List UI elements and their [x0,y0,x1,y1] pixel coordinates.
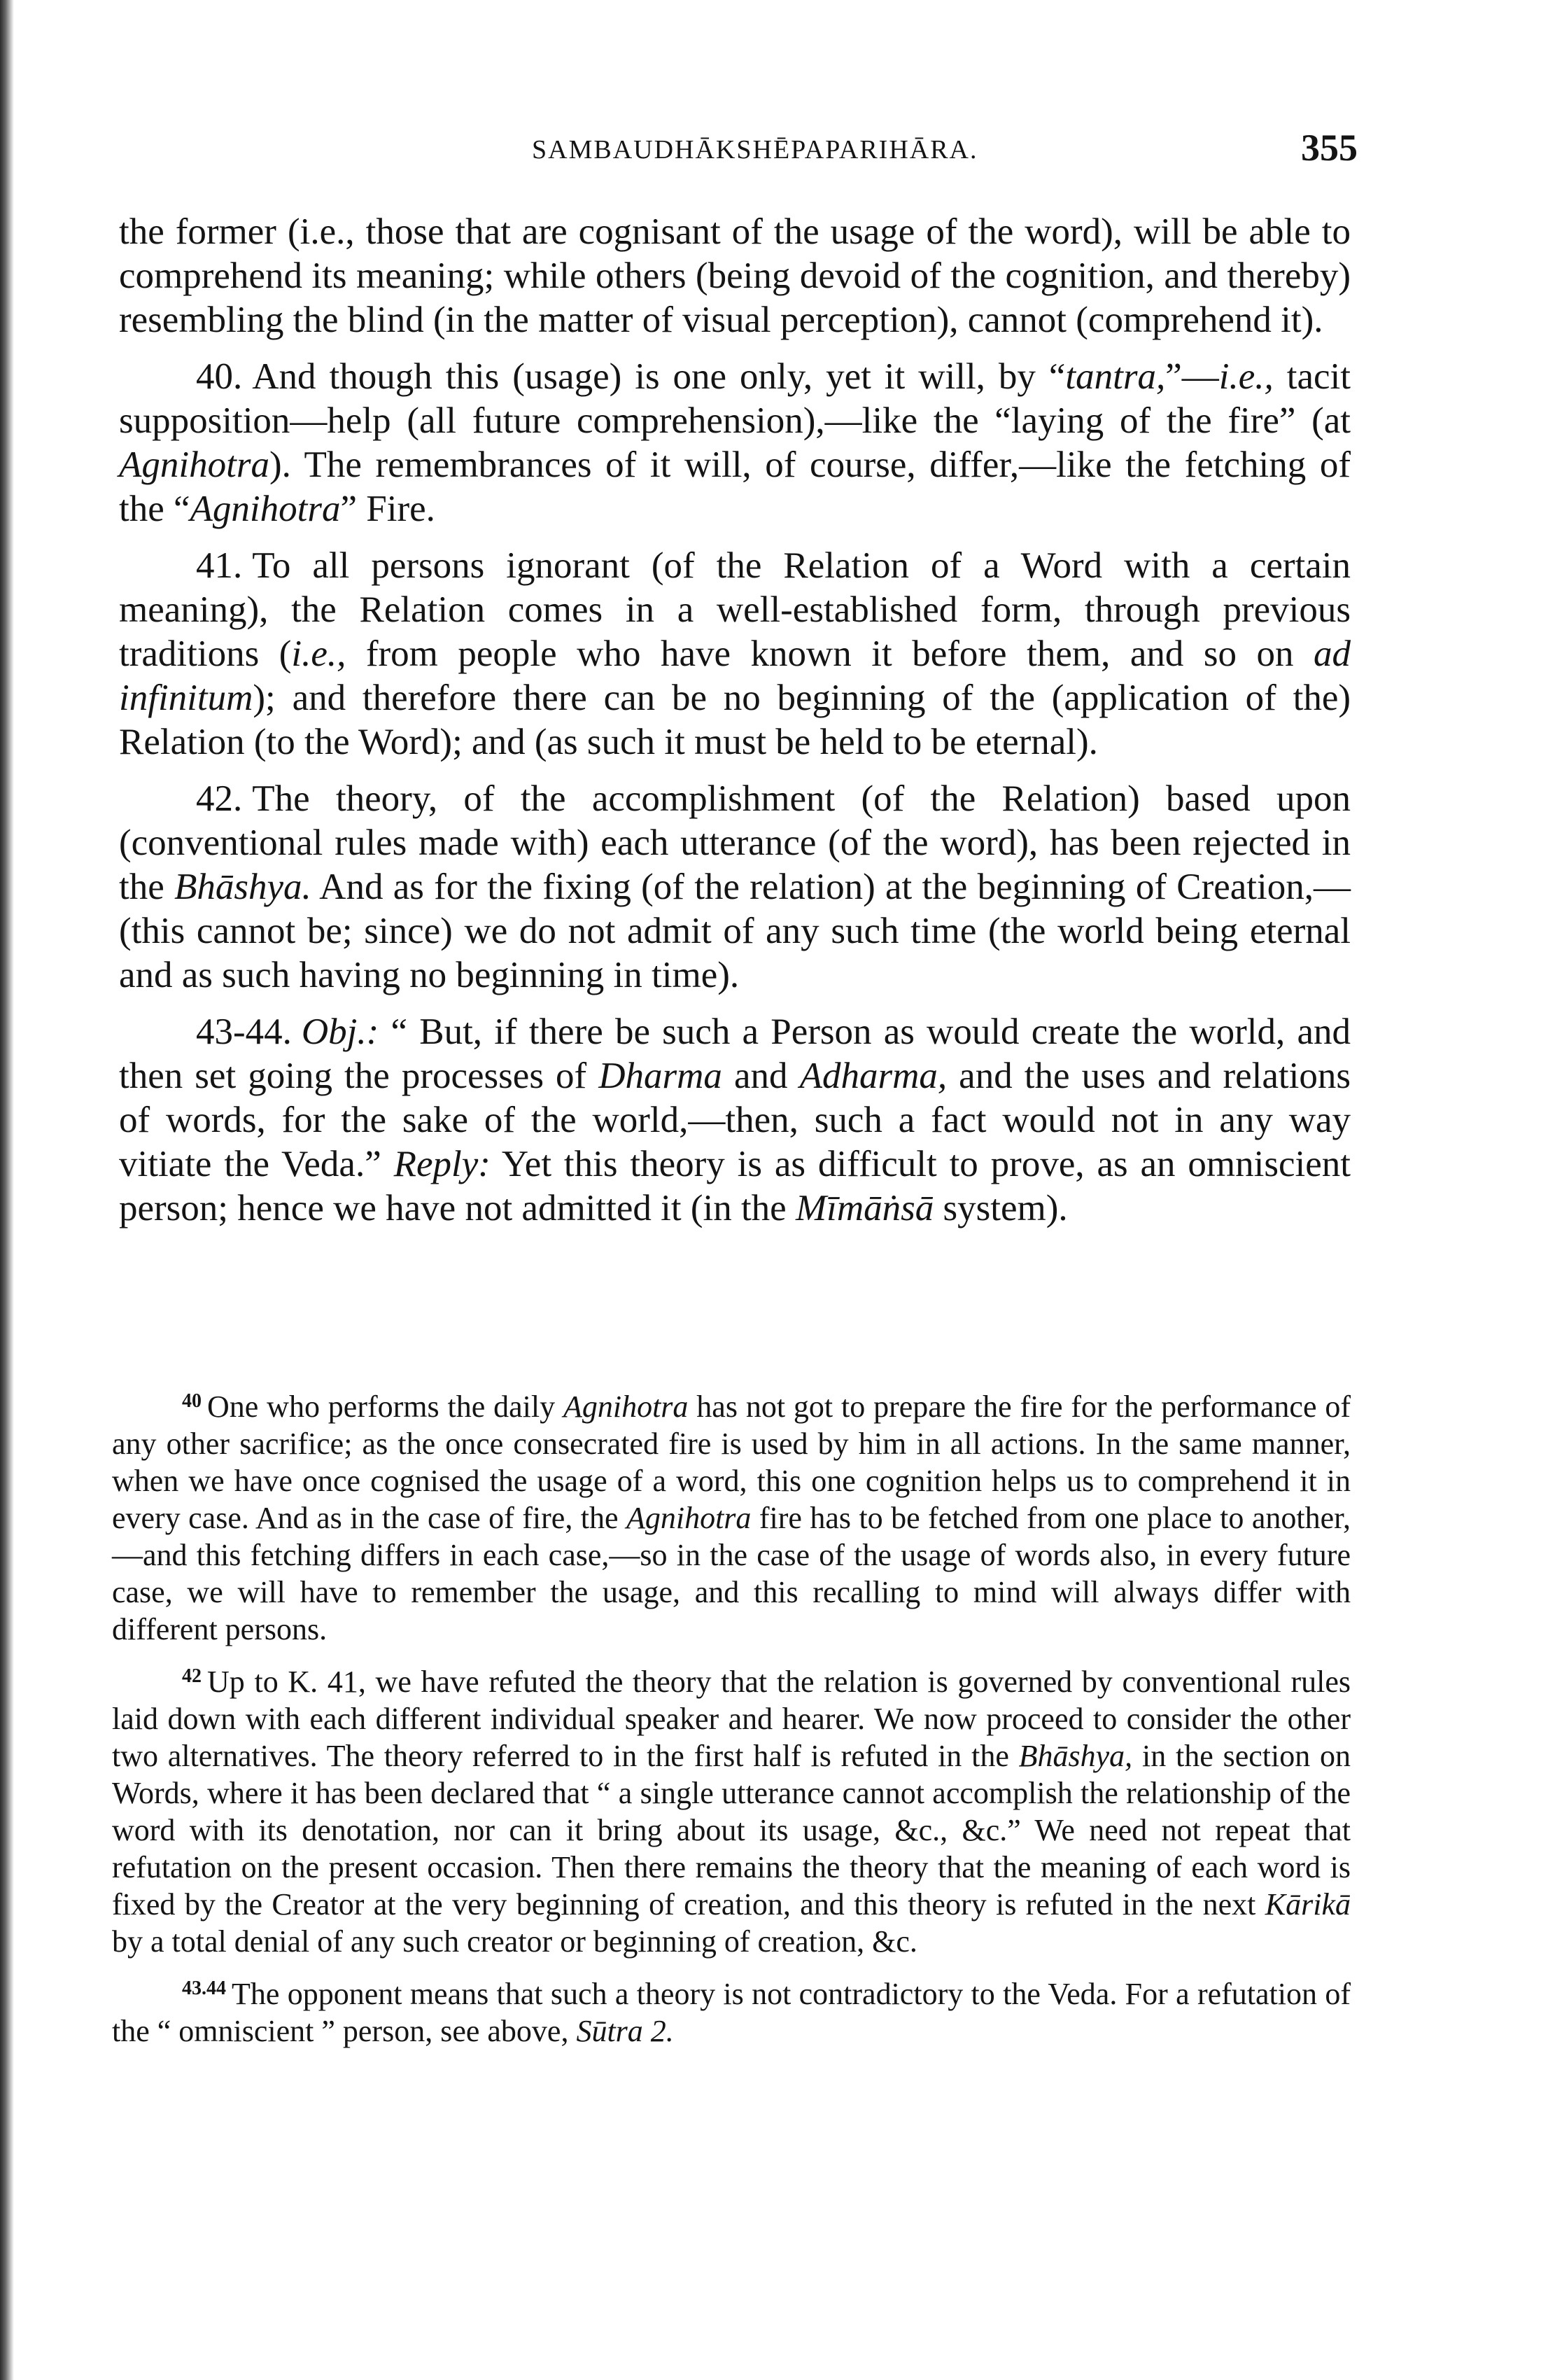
footnote-marker: 40 [182,1390,202,1412]
footnote-marker: 42 [182,1665,202,1687]
footnote-43-44: $^{43.44}$ The opponent means that such a theory is not contradictory to the Veda. For a refutation of the “ omniscient ” person, see above, Sūtra 2. [112,1977,1351,2048]
verse-41: 41. To all persons ignorant (of the Relation of a Word with a certain meaning), the Relation comes in a well-established form, through previous traditions (i.e., from people who have known it before them, and so on ad infinitum); and therefore there can be no beginning of the (application of the) Relation (to the Word); and (as such it must be held to be eternal). [119,545,1351,762]
verse-43-44: 43-44. Obj.: “ But, if there be such a Person as would create the world, and then set going the processes of Dharma and Adharma, and the uses and relations of words, for the sake of the world,—then, such a fact would not in any way vitiate the Veda.” Reply: Yet this theory is as difficult to prove, as an omniscient person; hence we have not admitted it (in the Mīmāṅsā system). [119,1011,1351,1228]
page-header [140,126,1358,182]
verse-number: 42. [196,778,243,819]
footnote-marker: 43.44 [182,1977,226,1999]
page-binding-edge [0,0,14,2380]
footnotes [112,1382,1351,2059]
running-title: SAMBAUDHĀKSHĒPAPARIHĀRA. [532,135,978,164]
page-number: 355 [1301,127,1358,169]
verse-42: 42. The theory, of the accomplishment (of the Relation) based upon (conventional rules made with) each utterance (of the word), has been rejected in the Bhāshya. And as for the fixing (of the relation) at the beginning of Creation,—(this cannot be; since) we do not admit of any such time (the world being eternal and as such having no beginning in time). [119,778,1351,995]
verse-number: 43-44. [196,1011,292,1052]
paragraph-continuation: the former (i.e., those that are cognisant of the usage of the word), will be able to comprehend its meaning; while others (being devoid of the cognition, and thereby) resembling the blind (in the matter of visual perception), cannot (comprehend it). [119,211,1351,340]
main-text [119,210,1351,1243]
verse-40: 40. And though this (usage) is one only, yet it will, by “tantra,”—i.e., tacit supposition—help (all future comprehension),—like the “laying of the fire” (at Agnihotra). The remembrances of it will, of course, differ,—like the fetching of the “Agnihotra” Fire. [119,356,1351,529]
footnote-42: $^{42}$ Up to K. 41, we have refuted the theory that the relation is governed by conventional rules laid down with each different individual speaker and hearer. We now proceed to consider the other two alternatives. The theory referred to in the first half is refuted in the Bhāshya, in the section on Words, where it has been declared that “ a single utterance cannot accomplish the relationship of the word with its denotation, nor can it bring about its usage, &c., &c.” We need not repeat that refutation on the present occasion. Then there remains the theory that the meaning of each word is fixed by the Creator at the very beginning of creation, and this theory is refuted in the next Kārikā by a total denial of any such creator or beginning of creation, &c. [112,1665,1351,1959]
verse-number: 40. [196,356,243,397]
verse-number: 41. [196,545,243,586]
footnote-40: $^{40}$ One who performs the daily Agnihotra has not got to prepare the fire for the performance of any other sacrifice; as the once consecrated fire is used by him in all actions. In the same manner, when we have once cognised the usage of a word, this one cognition helps us to comprehend it in every case. And as in the case of fire, the Agnihotra fire has to be fetched from one place to another,—and this fetching differs in each case,—so in the case of the usage of words also, in every future case, we will have to remember the usage, and this recalling to mind will always differ with different persons. [112,1390,1351,1646]
